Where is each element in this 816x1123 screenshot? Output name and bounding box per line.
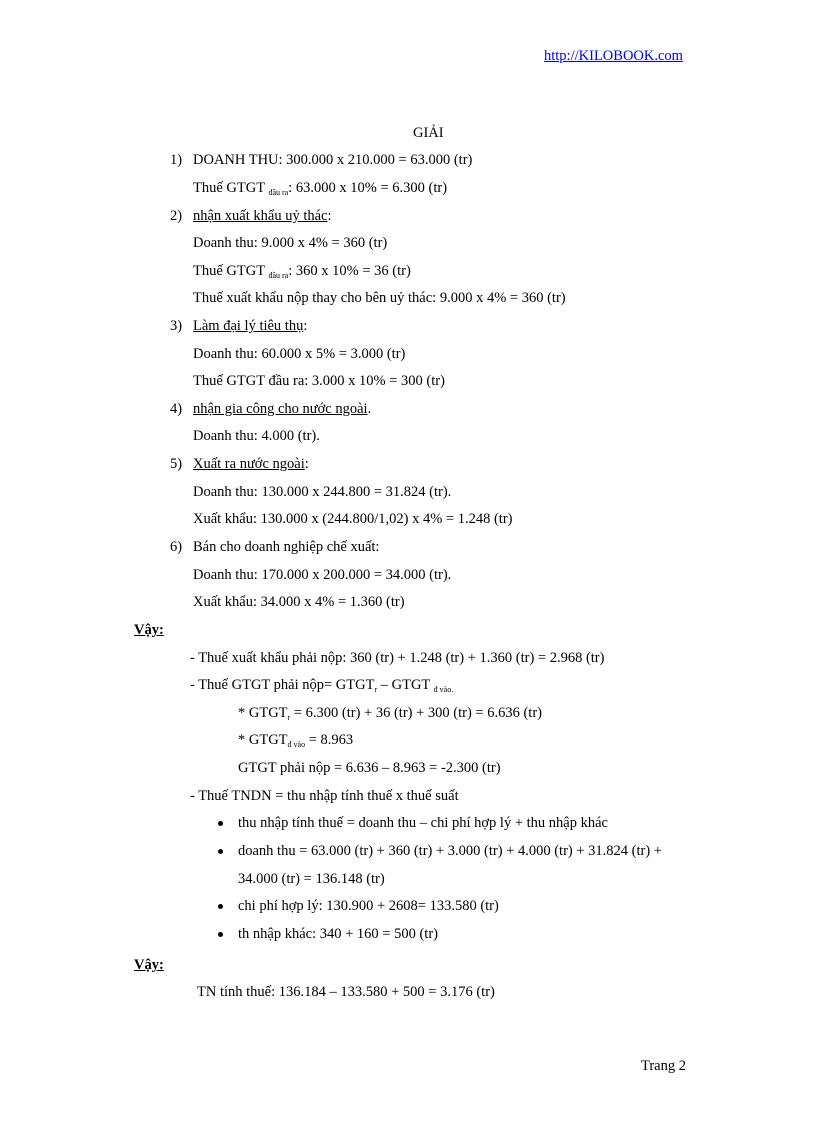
page-title: GIẢI: [413, 125, 444, 141]
item-6-revenue: Doanh thu: 170.000 x 200.000 = 34.000 (tr).: [193, 567, 452, 583]
item-2-number: 2): [170, 208, 183, 224]
item-3-number: 3): [170, 318, 183, 334]
header-link[interactable]: http://KILOBOOK.com: [544, 48, 683, 64]
bullet-item-continued: 34.000 (tr) = 136.148 (tr): [238, 871, 385, 887]
bullet-item: thu nhập tính thuế = doanh thu – chi phí hợp lý + thu nhập khác: [238, 815, 608, 831]
item-2-vat: Thuế GTGT $_{đầu ra}$: 360 x 10% = 36 (tr): [193, 263, 411, 280]
item-3-vat: Thuế GTGT đầu ra: 3.000 x 10% = 300 (tr): [193, 373, 445, 389]
bullet-dot: [218, 849, 223, 854]
item-3-revenue: Doanh thu: 60.000 x 5% = 3.000 (tr): [193, 346, 406, 362]
item-5-revenue: Doanh thu: 130.000 x 244.800 = 31.824 (tr).: [193, 484, 452, 500]
bullet-item: doanh thu = 63.000 (tr) + 360 (tr) + 3.000 (tr) + 4.000 (tr) + 31.824 (tr) +: [238, 843, 662, 859]
item-2-title: nhận xuất khẩu uỷ thác:: [193, 208, 332, 224]
taxable-income: TN tính thuế: 136.184 – 133.580 + 500 = 3.176 (tr): [197, 984, 495, 1000]
item-6-export: Xuất khẩu: 34.000 x 4% = 1.360 (tr): [193, 594, 405, 610]
vat-output-calc: * $GTGT_r = 6.300$ (tr) + 36 (tr) + 300 (tr) = 6.636 (tr): [238, 705, 542, 722]
conclusion-heading-2: Vậy:: [134, 957, 164, 973]
bullet-item: th nhập khác: 340 + 160 = 500 (tr): [238, 926, 438, 942]
item-2-revenue: Doanh thu: 9.000 x 4% = 360 (tr): [193, 235, 388, 251]
item-1-vat: Thuế GTGT $_{đầu ra}$: 63.000 x 10% = 6.300 (tr): [193, 180, 448, 197]
bullet-item: chi phí hợp lý: 130.900 + 2608= 133.580 (tr): [238, 898, 499, 914]
bullet-dot: [218, 821, 223, 826]
item-2-export-tax: Thuế xuất khẩu nộp thay cho bên uỷ thác: 9.000 x 4% = 360 (tr): [193, 290, 566, 306]
conclusion-heading-1: Vậy:: [134, 622, 164, 638]
item-6-title: Bán cho doanh nghiệp chế xuất:: [193, 539, 380, 555]
vat-input-calc: * $GTGT_{đ vào} = 8.963$: [238, 732, 354, 749]
item-4-number: 4): [170, 401, 183, 417]
item-3-title: Làm đại lý tiêu thụ:: [193, 318, 308, 334]
vat-payable: GTGT phải nộp = 6.636 – 8.963 = -2.300 (tr): [238, 760, 501, 776]
bullet-dot: [218, 932, 223, 937]
item-5-export: Xuất khẩu: 130.000 x (244.800/1,02) x 4% = 1.248 (tr): [193, 511, 513, 527]
item-5-title: Xuất ra nước ngoài:: [193, 456, 309, 472]
vat-formula: - Thuế GTGT phải nộp= $GTGT_r$ – GTGT $_{đ vào.}$: [190, 677, 454, 694]
item-4-title: nhận gia công cho nước ngoài.: [193, 401, 372, 417]
bullet-dot: [218, 904, 223, 909]
export-tax-total: - Thuế xuất khẩu phải nộp: 360 (tr) + 1.248 (tr) + 1.360 (tr) = 2.968 (tr): [190, 650, 605, 666]
item-1-title: DOANH THU: 300.000 x 210.000 = 63.000 (tr): [193, 152, 473, 168]
item-4-revenue: Doanh thu: 4.000 (tr).: [193, 428, 320, 444]
page-number: Trang 2: [641, 1058, 686, 1074]
item-6-number: 6): [170, 539, 183, 555]
cit-formula: - Thuế TNDN = thu nhập tính thuế x thuế suất: [190, 788, 459, 804]
item-1-number: 1): [170, 152, 183, 168]
item-5-number: 5): [170, 456, 183, 472]
